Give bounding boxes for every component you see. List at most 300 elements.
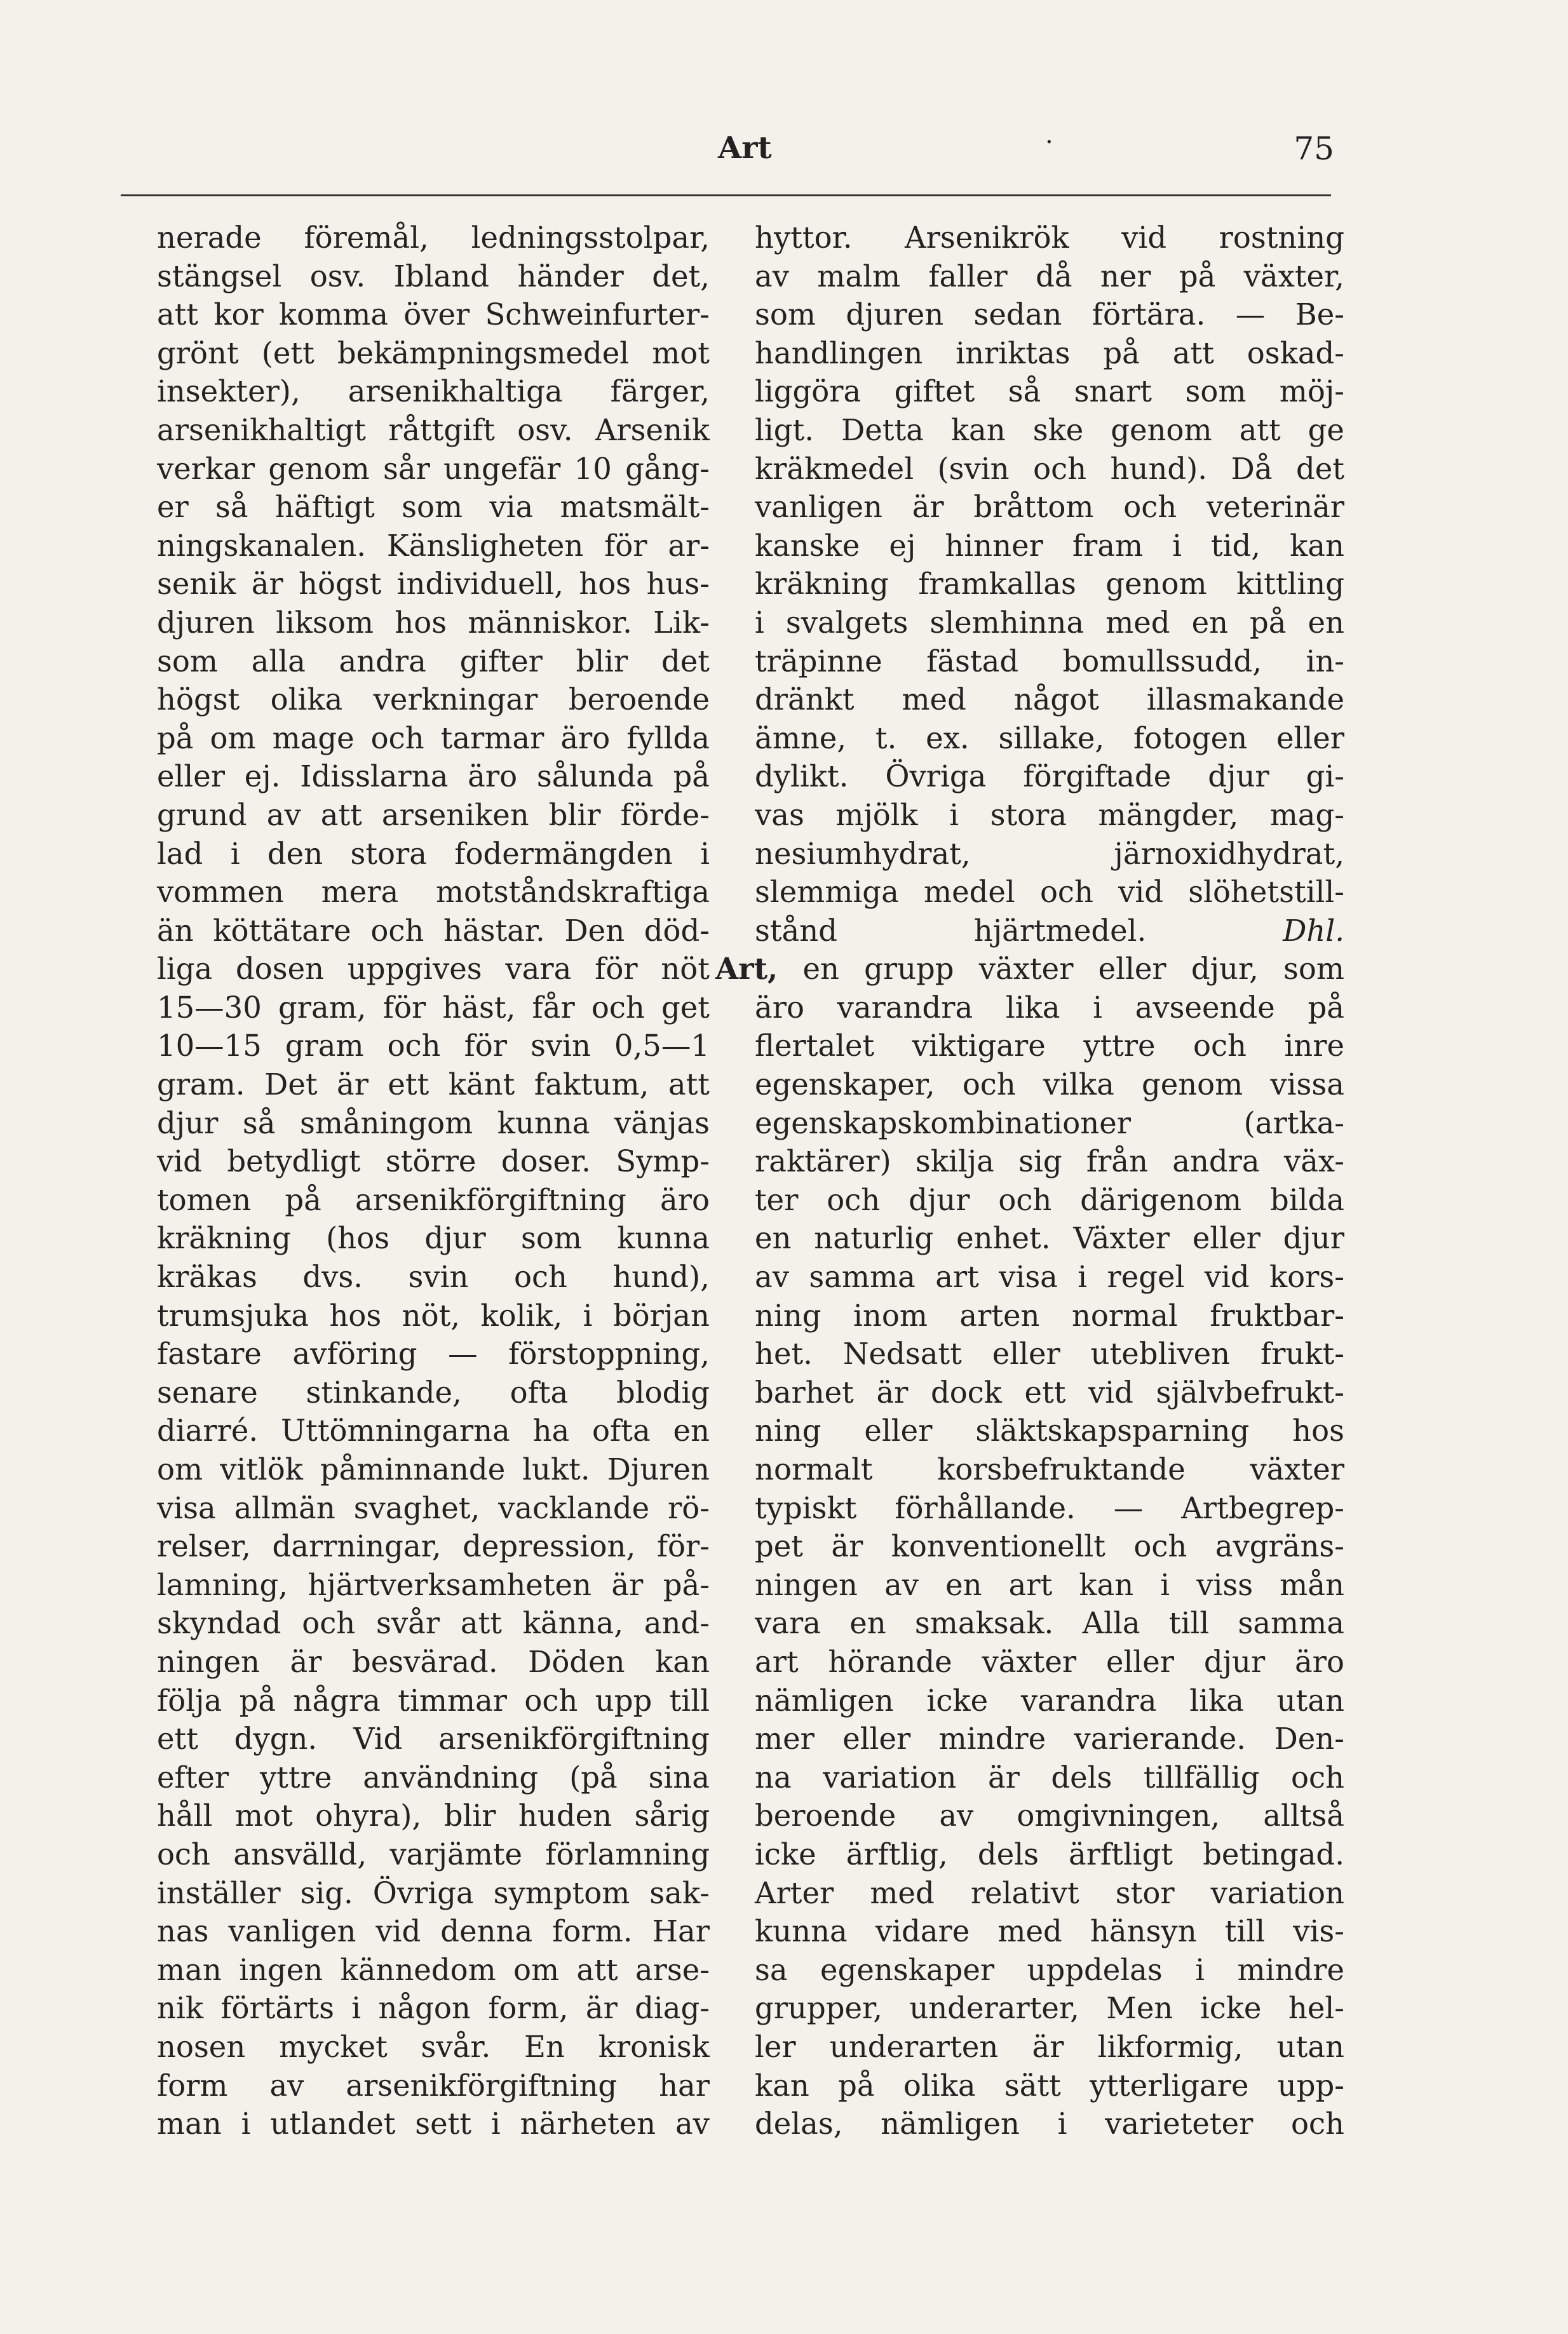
word: beroende [568,682,710,717]
word: och [1123,490,1177,525]
text-line [157,757,710,796]
word: egenskaper, [755,1067,935,1102]
word: faller [928,259,1008,293]
word: möj- [1279,374,1344,409]
word: form. [552,1914,633,1949]
word: av [675,2107,710,2142]
word: framkallas [918,567,1076,602]
word: bilda [1269,1182,1344,1217]
word: 10 [574,451,612,486]
word: olika [903,2068,976,2103]
word: är [831,1529,863,1564]
word: hund). [1110,451,1208,486]
word: sa [755,1952,788,1987]
word: lad [157,836,203,871]
word: korsbefruktande [937,1452,1186,1487]
word: i [1078,1260,1088,1295]
word: arse- [635,1952,710,1987]
word: arten [959,1298,1040,1333]
word: enhet. [956,1221,1051,1256]
word: blodig [616,1375,710,1410]
word: liga [157,952,213,987]
word: och [1193,1029,1247,1063]
word: varjämte [389,1837,523,1872]
word: inre [1284,1029,1344,1063]
word: en [673,1413,710,1448]
word: arsenikförgiftning [355,1182,626,1217]
text-line [755,2105,1344,2143]
word: ningen [755,1567,858,1602]
word: några [293,1683,381,1718]
word: malm [817,259,901,293]
word: komma [278,297,389,332]
text-line [157,1951,710,1990]
word: depression, [463,1529,636,1564]
word: Uttömningarna [280,1413,510,1448]
word: vilka [1043,1067,1114,1102]
word: vas [755,797,804,832]
text-line [755,1181,1344,1220]
word: kan [755,2068,809,2103]
text-line [157,1181,710,1220]
word: ge [1308,412,1344,447]
word: och [157,1837,210,1872]
word: medel [923,875,1015,910]
word: pet [755,1529,803,1564]
word: 15—30 [157,990,262,1025]
word: vissa [1270,1067,1344,1102]
word: är [987,1760,1020,1795]
text-line [157,1527,710,1566]
text-line [157,950,710,988]
word: eller [992,1337,1060,1372]
word: kräkning [157,1221,291,1256]
word: om [210,720,256,755]
word: är [876,1375,909,1410]
word: upp- [1277,2068,1344,2103]
word: på [673,759,710,794]
word: självbefrukt- [1156,1375,1344,1410]
word: över [403,297,470,332]
word: djuren [846,297,944,332]
word: ett [1024,1375,1066,1410]
text-line [157,1412,710,1450]
word: växter [982,1644,1077,1679]
word: nesiumhydrat, [755,836,971,871]
word: kan [1290,528,1344,563]
word: (ett [261,335,314,370]
word: likformig, [1097,2029,1243,2064]
text-line [157,257,710,296]
text-line [157,1219,710,1258]
word: sig. [300,1875,353,1910]
word: och [302,1606,356,1641]
text-line [755,1682,1344,1720]
word: kännedom [340,1952,496,1987]
word: ning [755,1298,821,1333]
text-line [755,1450,1344,1489]
word: vara [505,952,572,987]
word: stora [990,797,1067,832]
text-line [157,1720,710,1758]
word: viss [1196,1567,1254,1602]
word: senare [157,1375,258,1410]
word: en [945,1567,982,1602]
word: något [1013,682,1099,717]
word: Be- [1295,297,1344,332]
word: oskad- [1247,335,1344,370]
word: tarmar [440,720,544,755]
word: hästar. [443,913,545,948]
word: är [337,1067,368,1102]
word: hörande [828,1644,952,1679]
word: och [962,1067,1016,1102]
word: varandra [837,990,973,1025]
word: mera [321,875,399,910]
word: ämne, [755,720,847,755]
word: kors- [1269,1260,1344,1295]
word: genom [268,451,370,486]
word: svalgets [785,605,909,640]
text-column-right [715,219,1344,2143]
word: tomen [157,1182,252,1217]
word: symptom [493,1875,630,1910]
word: er [157,490,189,525]
word: fodermängden [454,836,673,871]
word: (artka- [1243,1105,1344,1140]
word: mindre [938,1722,1046,1757]
word: dosen [236,952,325,987]
word: gifter [459,644,543,678]
word: Arsenik [595,412,710,447]
word: att [157,297,199,332]
word: hänsyn [1090,1914,1197,1949]
text-line [157,1450,710,1489]
word: stängsel [157,259,282,293]
word: hos [1292,1413,1344,1448]
word: på [285,1182,321,1217]
word: insekter), [157,374,301,409]
word: och [1133,1529,1187,1564]
word: individuell, [396,567,564,602]
word: det [1296,451,1344,486]
word: dvs. [302,1260,363,1295]
word: verkningar [373,682,538,717]
word: stora [350,836,427,871]
word: till [1168,1606,1210,1641]
text-line [157,1258,710,1297]
word: kunna [617,1221,710,1256]
word: är [585,1991,618,2026]
text-line [157,372,710,411]
word: nöt [661,952,710,987]
text-line [755,411,1344,450]
word: växter [1250,1452,1344,1487]
word: stånd [755,913,837,948]
text-line [755,1219,1344,1258]
word: förhållande. [895,1490,1076,1525]
word: blir [576,644,628,678]
word: en [802,952,839,987]
word: i [490,2107,501,2142]
text-line [157,2105,710,2143]
word: arsenikhaltiga [348,374,563,409]
word: normalt [755,1452,873,1487]
word: art [935,1260,979,1295]
word: Men [1106,1991,1173,2026]
word: varierande. [1074,1722,1247,1757]
word: större [385,1144,476,1179]
text-line [755,1874,1344,1913]
word: utebliven [1090,1337,1231,1372]
word: man [157,2107,222,2142]
text-line [157,1027,710,1065]
word: diarré. [157,1413,259,1448]
word: gi- [1306,759,1344,794]
word: hos [395,605,447,640]
page-number: 75 [1294,130,1334,167]
word: dygn. [234,1722,318,1757]
word: sak- [649,1875,710,1910]
word: och [1290,2107,1344,2142]
text-line [755,1835,1344,1874]
word: någon [378,1991,471,2026]
word: dels [977,1837,1039,1872]
word: förstoppning, [508,1337,710,1372]
word: får [532,990,575,1025]
word: högst [299,567,382,602]
word: hjärtmedel. [973,913,1147,948]
word: på [239,1683,276,1718]
word: att [320,797,362,832]
word: då [1036,259,1072,293]
word: som [1283,952,1344,987]
word: slemhinna [929,605,1085,640]
text-line [157,1643,710,1682]
word: svår. [421,2029,491,2064]
word: raktärer) [755,1144,891,1179]
text-line [755,450,1344,489]
word: svin [408,1260,469,1295]
text-line [157,1874,710,1913]
author-signature: Dhl. [1283,913,1344,948]
word: normal [1071,1298,1178,1333]
word: för [604,528,647,563]
word: så [242,1105,276,1140]
word: påminnande [320,1452,506,1487]
word: skyndad [157,1606,281,1641]
word: andra [1172,1144,1260,1179]
word: med [902,682,966,717]
word: på [1308,990,1344,1025]
text-line [755,1604,1344,1643]
header-dot: · [1045,128,1053,157]
text-line [157,604,710,642]
word: släktskapsparning [975,1413,1250,1448]
word: från [1086,1144,1148,1179]
word: eller [157,759,226,794]
word: icke [926,1683,989,1718]
word: är [611,1567,644,1602]
text-line [157,1489,710,1528]
text-line [157,642,710,681]
word: död- [644,913,710,948]
word: kittling [1236,567,1344,602]
word: naturlig [814,1221,934,1256]
text-line [755,1142,1344,1181]
word: tid, [1210,528,1261,563]
word: förtära. [1092,297,1206,332]
word: på [1179,259,1216,293]
word: vid [157,1144,202,1179]
word: bråttom [973,490,1094,525]
word: kunna [497,1105,590,1140]
word: mot [652,335,710,370]
word: in- [1306,644,1344,678]
word: osv. [517,412,573,447]
word: (svin [937,451,1010,486]
word: andra [339,644,426,678]
word: ärftlig, [846,1837,948,1872]
word: Ibland [393,259,490,293]
word: så [215,490,248,525]
word: Detta [841,412,924,447]
word: och [1039,875,1093,910]
text-line [755,988,1344,1027]
word: av [939,1798,974,1833]
word: lamning, [157,1567,288,1602]
word: nämligen [755,1683,894,1718]
word: hinner [945,528,1043,563]
word: djur [1208,759,1269,794]
text-line [157,912,710,950]
word: uppgives [347,952,482,987]
word: avgräns- [1215,1529,1344,1564]
word: känt [448,1067,515,1102]
word: frukt- [1260,1337,1344,1372]
word: mindre [1237,1952,1344,1987]
word: Det [264,1067,318,1102]
word: Övriga [372,1875,474,1910]
text-line [157,1989,710,2028]
word: snart [1074,374,1152,409]
word: vid [375,1914,421,1949]
text-line [755,334,1344,373]
word: ter [755,1182,799,1217]
word: kräkas [157,1260,257,1295]
text-line [157,1065,710,1104]
word: i [241,2107,251,2142]
word: vid [1204,1260,1250,1295]
word: eller [1105,1644,1174,1679]
word: häst, [442,990,516,1025]
text-line [157,873,710,912]
word: typiskt [755,1490,857,1525]
word: vis- [1293,1914,1344,1949]
text-line [755,642,1344,681]
text-line [755,1373,1344,1412]
word: underarter, [909,1991,1079,2026]
word: äro [755,990,804,1025]
word: and- [644,1606,710,1641]
text-line [157,2028,710,2067]
word: avföring [292,1337,417,1372]
page-header [159,130,1334,181]
word: underarten [829,2029,999,2064]
word: mängder, [1098,797,1239,832]
word: djur [1283,1221,1344,1256]
text-line [157,411,710,450]
word: händer [517,259,624,293]
word: i [583,1298,593,1333]
word: människor. [468,605,632,640]
word: väx- [1283,1144,1344,1179]
word: t. [875,720,897,755]
text-line [755,1335,1344,1373]
word: dränkt [755,682,855,717]
word: och [524,1683,578,1718]
word: ungefär [443,451,561,486]
text-line [755,1258,1344,1297]
word: mag- [1269,797,1344,832]
word: sår [382,451,430,486]
word: i [755,605,764,640]
word: i [230,836,240,871]
word: samma [1238,1606,1344,1641]
word: vid [1088,1375,1133,1410]
text-line [755,1720,1344,1758]
word: svår [376,1606,440,1641]
word: ligt. [755,412,814,447]
word: darrningar, [272,1529,442,1564]
word: lukt. [522,1452,590,1487]
word: och [513,1260,567,1295]
word: Då [1231,451,1273,486]
word: äro [660,1182,710,1217]
word: ske [1032,412,1084,447]
word: mjölk [835,797,918,832]
word: håll [157,1798,213,1833]
word: yttre [260,1760,332,1795]
word: utlandet [270,2107,396,2142]
word: kan [950,412,1006,447]
word: kräkning [755,567,889,602]
word: genom [1141,1067,1243,1102]
word: på [1250,605,1287,640]
word: egenskaper [820,1952,995,1987]
word: det, [652,259,710,293]
word: liksom [276,605,374,640]
word: vid [1118,875,1164,910]
word: Vid [353,1722,403,1757]
word: Övriga [885,759,987,794]
word: förgiftade [1023,759,1172,794]
word: att [1239,412,1281,447]
text-line [157,1604,710,1643]
word: inriktas [956,335,1071,370]
word: regel [1107,1260,1185,1295]
word: djur [157,1105,219,1140]
word: av [755,1260,789,1295]
word: eller [864,1413,933,1448]
word: ar- [668,528,710,563]
word: arsenikförgiftning [438,1722,710,1757]
text-line [755,1643,1344,1682]
word: som [157,644,218,678]
word: osv. [309,259,366,293]
text-line [755,1758,1344,1797]
word: och [1290,1760,1344,1795]
